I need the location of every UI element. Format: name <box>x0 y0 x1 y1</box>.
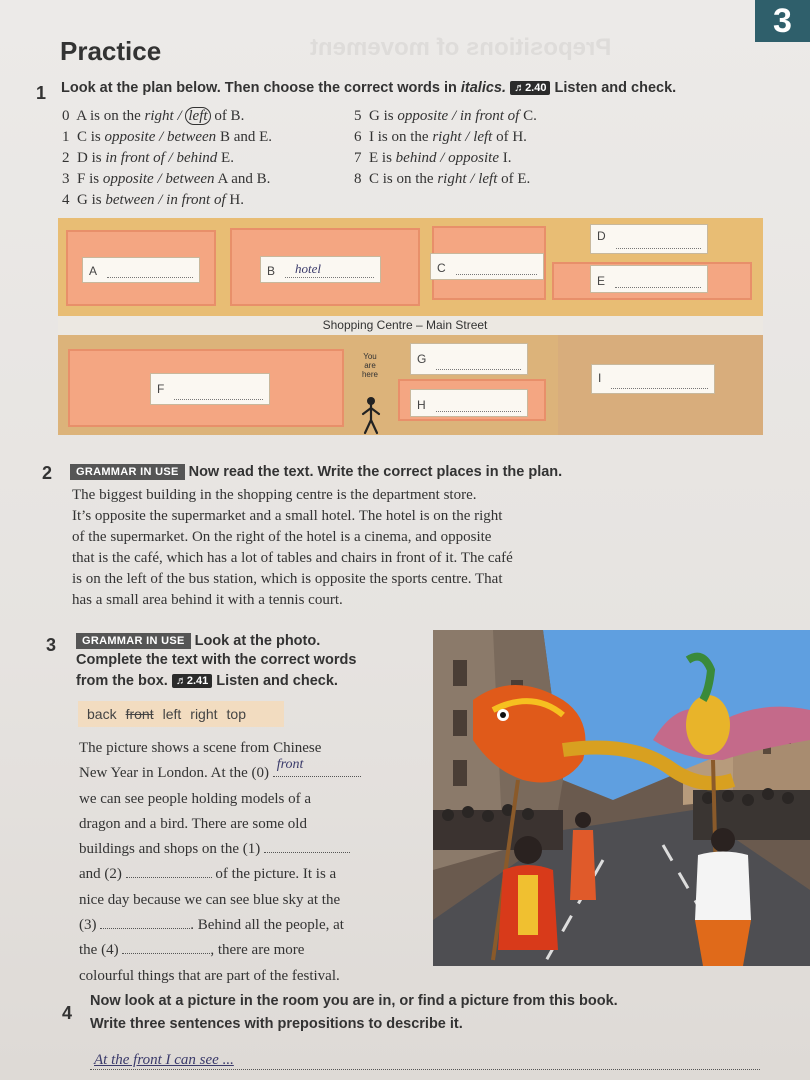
ex1-sentence-5: 5 G is opposite / in front of C. <box>354 108 537 124</box>
page-title: Practice <box>60 36 162 66</box>
plan-label-c[interactable]: C <box>430 253 544 280</box>
gap-0-answer: front <box>276 757 304 772</box>
text-line: the (4) , there are more <box>79 942 305 959</box>
ex1-sentence-7: 7 E is behind / opposite I. <box>354 150 512 166</box>
ex1-sentence-4: 4 G is between / in front of H. <box>62 192 244 208</box>
plan-answer-b: hotel <box>295 261 322 276</box>
audio-track-badge[interactable]: ♬2.41 <box>172 674 212 688</box>
exercise-3-number: 3 <box>46 635 57 655</box>
exercise-4-number: 4 <box>62 1003 73 1023</box>
exercise-2-text <box>72 485 513 611</box>
text-line: is on the left of the bus station, which is opposite the sports centre. That <box>72 571 503 587</box>
you-are-here-label: You are here <box>361 352 378 379</box>
text-line: The biggest building in the shopping centre is the department store. <box>72 487 477 503</box>
plan-label-f[interactable]: F <box>150 373 270 405</box>
plan-label-b[interactable]: B hotel <box>260 256 381 283</box>
exercise-4-handwritten: At the front I can see ... <box>94 1052 234 1068</box>
gap-0[interactable] <box>273 757 361 777</box>
audio-track-badge[interactable]: ♬2.40 <box>510 81 550 95</box>
exercise-1-number: 1 <box>36 83 47 103</box>
gap-1[interactable] <box>264 840 350 853</box>
exercise-1-left-column <box>62 108 272 213</box>
ghost-heading: Prepositions of movement <box>310 34 612 61</box>
plan-label-e[interactable]: E <box>590 265 708 293</box>
ex1-sentence-3: 3 F is opposite / between A and B. <box>62 171 271 187</box>
word-option: right <box>190 706 218 722</box>
word-option: back <box>87 706 117 722</box>
exercise-3-text <box>79 736 361 989</box>
circled-answer: left <box>185 107 210 125</box>
text-line: of the supermarket. On the right of the hotel is a cinema, and opposite <box>72 529 492 545</box>
gap-4[interactable] <box>122 941 210 954</box>
exercise-4-instruction-1: Now look at a picture in the room you are in, or find a picture from this book. <box>90 993 618 1009</box>
text-line: dragon and a bird. There are some old <box>79 815 307 832</box>
plan-label-g[interactable]: G <box>410 343 528 375</box>
text-line: nice day because we can see blue sky at the <box>79 891 341 908</box>
exercise-3-instruction <box>76 632 416 690</box>
grammar-in-use-badge: GRAMMAR IN USE <box>76 633 191 649</box>
text-line: New Year in London. At the (0) front <box>79 761 361 786</box>
exercise-1-right-column <box>354 108 537 192</box>
instruction-text: Look at the plan below. Then choose the correct words in <box>61 80 461 96</box>
ex1-sentence-1: 1 C is opposite / between B and E. <box>62 129 273 145</box>
grammar-in-use-badge: GRAMMAR IN USE <box>70 464 185 480</box>
instruction-line: Complete the text with the correct words <box>76 652 357 668</box>
instruction-listen: Listen and check. <box>554 80 677 96</box>
exercise-2-instruction-row <box>70 463 562 481</box>
text-line: It’s opposite the supermarket and a small hotel. The hotel is on the right <box>72 508 503 524</box>
chinese-new-year-photo <box>433 630 810 966</box>
word-option: left <box>162 706 182 722</box>
exercise-2-number: 2 <box>42 463 53 483</box>
word-option-used: front <box>125 706 154 722</box>
text-line: The picture shows a scene from Chinese <box>79 740 322 756</box>
plan-label-i[interactable]: I <box>591 364 715 394</box>
gap-2[interactable] <box>126 865 212 878</box>
text-line: that is the café, which has a lot of tables and chairs in front of it. The café <box>72 550 513 566</box>
word-option: top <box>226 706 246 722</box>
instruction-line: from the box. <box>76 673 168 689</box>
plan-label-d[interactable]: D <box>590 224 708 254</box>
ex1-sentence-8: 8 C is on the right / left of E. <box>354 171 531 187</box>
exercise-4-instruction-2: Write three sentences with prepositions to describe it. <box>90 1016 463 1032</box>
exercise-1-instruction <box>61 80 676 96</box>
word-box <box>78 701 284 727</box>
ex1-sentence-2: 2 D is in front of / behind E. <box>62 150 234 166</box>
exercise-4-answer-line[interactable] <box>90 1050 760 1070</box>
text-line: buildings and shops on the (1) <box>79 837 361 862</box>
plan-label-h[interactable]: H <box>410 389 528 417</box>
ex1-sentence-6: 6 I is on the right / left of H. <box>354 129 527 145</box>
text-line: has a small area behind it with a tennis court. <box>72 592 343 608</box>
instruction-line: Listen and check. <box>216 673 338 689</box>
instruction-italic: italics. <box>460 80 507 96</box>
text-line: and (2) of the picture. It is a <box>79 866 337 883</box>
plan-street-label: Shopping Centre – Main Street <box>322 318 488 332</box>
person-icon <box>360 396 382 436</box>
gap-3[interactable] <box>100 916 190 929</box>
page-number: 3 <box>755 0 810 42</box>
exercise-2-instruction: Now read the text. Write the correct places in the plan. <box>188 464 563 480</box>
text-line: we can see people holding models of a <box>79 790 312 807</box>
plan-label-a[interactable]: A <box>82 257 200 283</box>
instruction-line: Look at the photo. <box>194 633 321 649</box>
ex1-sentence-0: 0 A is on the right / left of B. <box>62 108 245 124</box>
text-line: colourful things that are part of the festival. <box>79 967 340 984</box>
text-line: (3) . Behind all the people, at <box>79 917 344 934</box>
